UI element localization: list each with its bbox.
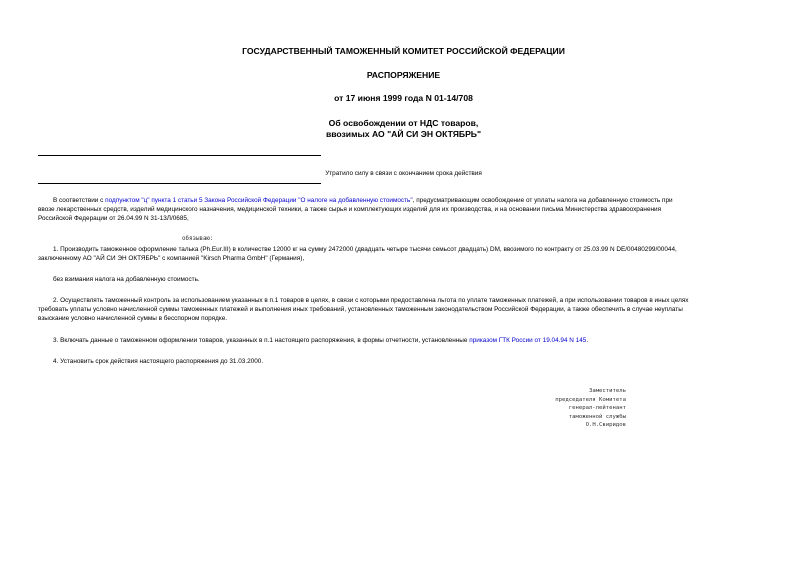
item-2-line-1: 2. Осуществлять таможенный контроль за использованием указанных в п.1 товаров в целях, в связи с которыми предоставлена льгота по уплате таможенных платежей, а при использовании товаров в иных целях [53,297,689,304]
item-2-paragraph [38,296,768,324]
item-1-line-2: заключенному АО "АЙ СИ ЭН ОКТЯБРЬ" с компанией "Kirsch Pharma GmbH" (Германия), [38,255,305,263]
order-link[interactable]: приказом ГТК России от 19.04.94 N 145 [469,337,587,344]
bottom-divider [38,183,321,184]
item-2-line-2: требовать уплаты условно начисленной суммы таможенных платежей и выполнения иных требований, установленных таможенным законодательством Российской Федерации, а также обеспечить в случае неуплаты [38,306,683,314]
signature-line-3: генерал-лейтенант [568,405,626,412]
top-divider [38,155,321,156]
signature-line-4: таможенной службы [568,413,626,420]
signature-block [520,387,626,430]
intro-line-3: Российской Федерации от 26.04.99 N 31-13Л/0685, [38,215,189,223]
item-1-line-3: без взимания налога на добавленную стоимость. [53,276,200,283]
item-1-continuation [38,275,768,284]
intro-paragraph [38,196,768,224]
document-type: РАСПОРЯЖЕНИЕ [366,70,441,80]
signature-line-2: председателя Комитета [555,396,626,403]
intro-text-start: В соответствии с [53,197,106,204]
intro-line-2: ввозе лекарственных средств, изделий медицинского назначения, медицинской техники, а также сырья и комплектующих изделий для их производства, и на основании письма Министерства здравоохранения [38,206,662,214]
item-3-paragraph [38,336,768,345]
document-title-line-2: ввозимых АО "АЙ СИ ЭН ОКТЯБРЬ" [325,129,482,139]
item-3-text: 3. Включать данные о таможенном оформлении товаров, указанных в п.1 настоящего распоряжения, в формы отчетности, установленные [53,337,470,344]
document-date-number: от 17 июня 1999 года N 01-14/708 [334,93,473,103]
document-title-line-1: Об освобождении от НДС товаров, [328,118,479,128]
item-2-line-3: взыскание условно начисленной суммы в бесспорном порядке. [38,315,228,323]
law-article-link[interactable]: подпунктом "ц" пункта 1 статьи 5 Закона Российской Федерации "О налоге на добавленную стоимость" [105,197,413,204]
issuer-heading: ГОСУДАРСТВЕННЫЙ ТАМОЖЕННЫЙ КОМИТЕТ РОССИЙСКОЙ ФЕДЕРАЦИИ [242,46,565,56]
item-3-line [38,336,768,345]
item-1-line-1: 1. Производить таможенное оформление талька (Ph.Eur.III) в количестве 12000 кг на сумму 2472000 (двадцать четыре тысячи семьсот двадцать) DM, ввозимого по контракту от 25.03.99 N DE/00480299/00044, [53,246,677,253]
intro-text-end: , предусматривающим освобождение от уплаты налога на добавленную стоимость при [412,197,673,204]
item-1-paragraph [38,245,768,263]
item-3-period: . [586,337,589,344]
status-note: Утратило силу в связи с окончанием срока действия [325,170,482,177]
item-4-line: 4. Установить срок действия настоящего распоряжения до 31.03.2000. [53,358,264,365]
item-4-paragraph [38,357,768,366]
signature-line-1: Заместитель [588,388,626,394]
obligate-word: обязываю: [182,236,214,242]
signature-name: О.Н.Свиридов [585,422,626,429]
intro-line-1 [38,196,768,205]
